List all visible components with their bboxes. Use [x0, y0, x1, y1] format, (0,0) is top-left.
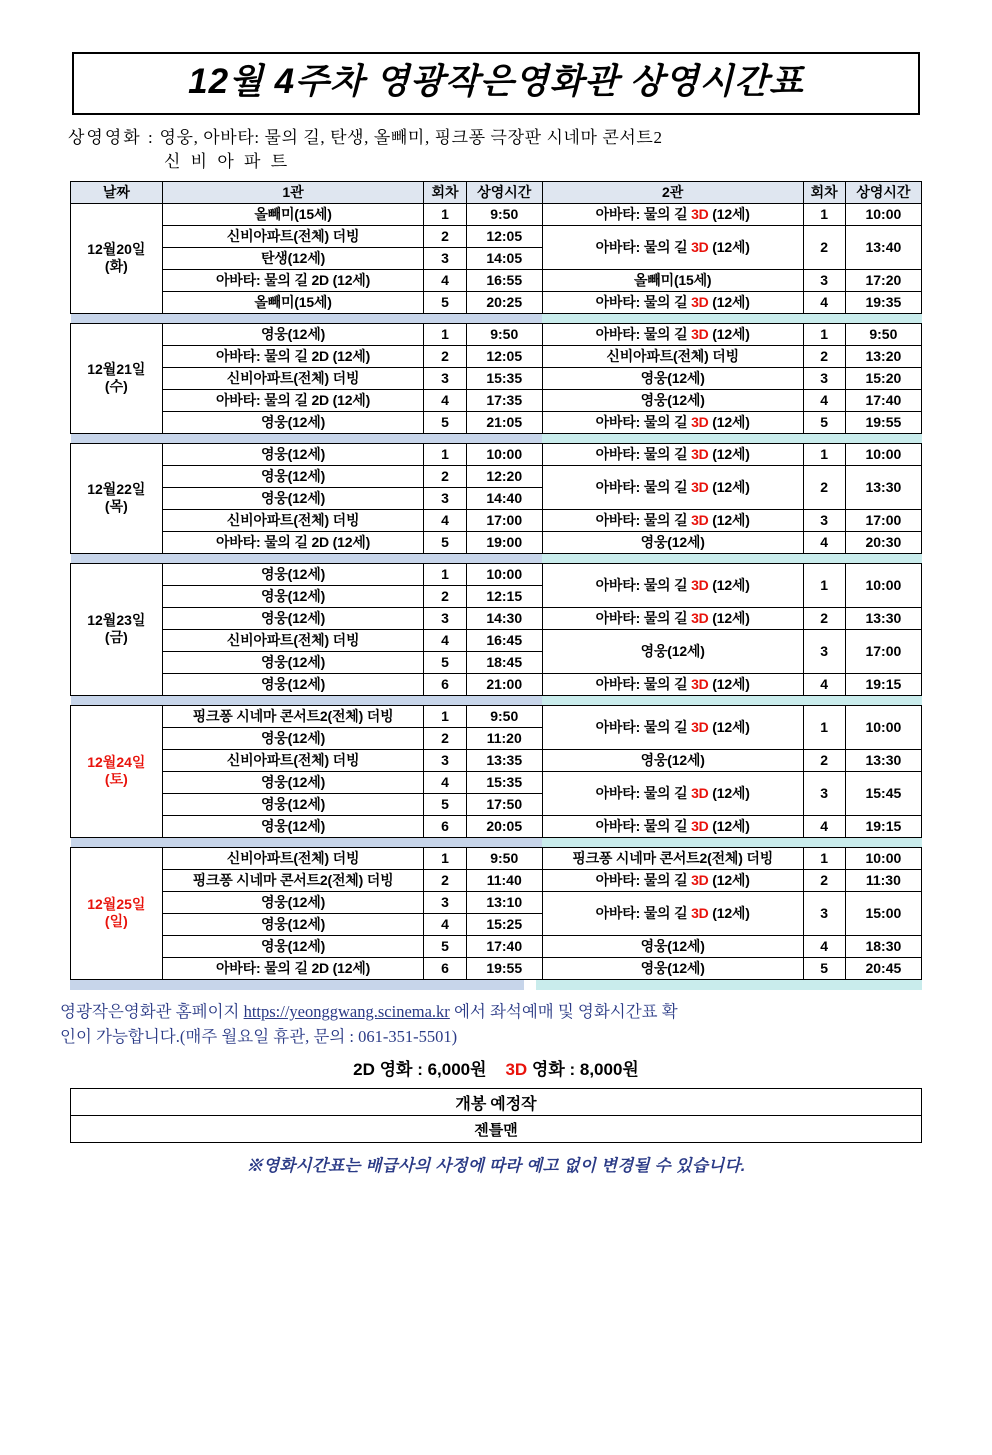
hall2-time: 13:40	[845, 225, 921, 269]
table-row	[71, 629, 922, 651]
hall1-round: 6	[424, 815, 466, 837]
hall2-time: 18:30	[845, 935, 921, 957]
price-3d-label: 3D	[505, 1060, 528, 1080]
price-line	[0, 1055, 992, 1080]
hall1-round: 1	[424, 705, 466, 727]
hall1-time: 15:35	[466, 367, 542, 389]
hall1-movie: 아바타: 물의 길 2D (12세)	[162, 269, 424, 291]
spacer-blue	[71, 695, 543, 705]
band-blue	[70, 980, 524, 990]
spacer-cyan	[542, 837, 921, 847]
table-row	[71, 563, 922, 585]
hall2-time: 17:00	[845, 629, 921, 673]
hall1-time: 15:25	[466, 913, 542, 935]
hall1-round: 3	[424, 749, 466, 771]
spacer-blue	[71, 553, 543, 563]
hall1-movie: 신비아파트(전체) 더빙	[162, 749, 424, 771]
table-row	[71, 847, 922, 869]
hall2-movie: 신비아파트(전체) 더빙	[542, 345, 803, 367]
hall1-movie: 영웅(12세)	[162, 651, 424, 673]
hall1-movie: 영웅(12세)	[162, 323, 424, 345]
format-3d-badge: 3D	[691, 479, 709, 496]
hall2-round: 2	[803, 345, 845, 367]
hall1-round: 2	[424, 465, 466, 487]
hall2-movie: 아바타: 물의 길 3D (12세)	[542, 323, 803, 345]
hall2-movie: 아바타: 물의 길 3D (12세)	[542, 563, 803, 607]
hall1-time: 12:05	[466, 345, 542, 367]
hall1-round: 3	[424, 487, 466, 509]
table-row	[71, 749, 922, 771]
row-spacer	[71, 313, 922, 323]
coming-soon-title: 개봉 예정작	[71, 1089, 922, 1116]
hall1-time: 9:50	[466, 323, 542, 345]
spacer-blue	[71, 837, 543, 847]
hall2-time: 13:30	[845, 607, 921, 629]
hall1-time: 9:50	[466, 705, 542, 727]
hall1-time: 11:40	[466, 869, 542, 891]
hall2-time: 10:00	[845, 563, 921, 607]
hall2-time: 9:50	[845, 323, 921, 345]
hall2-round: 3	[803, 509, 845, 531]
hall1-time: 17:35	[466, 389, 542, 411]
hall2-round: 5	[803, 411, 845, 433]
date-cell	[71, 443, 163, 553]
hall2-movie: 아바타: 물의 길 3D (12세)	[542, 705, 803, 749]
header-date: 날짜	[71, 181, 163, 203]
header-time2: 상영시간	[845, 181, 921, 203]
table-row	[71, 705, 922, 727]
disclaimer-text: ※영화시간표는 배급사의 사정에 따라 예고 없이 변경될 수 있습니다.	[246, 1157, 746, 1176]
table-row	[71, 891, 922, 913]
hall2-round: 3	[803, 367, 845, 389]
row-spacer	[71, 433, 922, 443]
hall1-movie: 핑크퐁 시네마 콘서트2(전체) 더빙	[162, 705, 424, 727]
hall1-movie: 영웅(12세)	[162, 727, 424, 749]
hall1-movie: 영웅(12세)	[162, 815, 424, 837]
hall1-time: 10:00	[466, 563, 542, 585]
table-row	[71, 443, 922, 465]
table-row	[71, 465, 922, 487]
hall2-time: 10:00	[845, 847, 921, 869]
now-showing-label: 상영영화 :	[68, 127, 155, 147]
hall1-round: 1	[424, 563, 466, 585]
hall2-round: 2	[803, 749, 845, 771]
date-weekday: (금)	[104, 629, 128, 646]
date-weekday: (목)	[104, 498, 128, 515]
hall2-movie: 아바타: 물의 길 3D (12세)	[542, 411, 803, 433]
hall2-movie: 영웅(12세)	[542, 367, 803, 389]
table-row	[71, 673, 922, 695]
hall1-movie: 신비아파트(전체) 더빙	[162, 509, 424, 531]
hall2-round: 4	[803, 935, 845, 957]
format-3d-badge: 3D	[691, 676, 709, 693]
date-cell	[71, 847, 163, 979]
hall1-round: 2	[424, 585, 466, 607]
hall2-time: 10:00	[845, 705, 921, 749]
hall1-movie: 영웅(12세)	[162, 913, 424, 935]
hall2-time: 13:20	[845, 345, 921, 367]
table-row	[71, 225, 922, 247]
format-3d-badge: 3D	[691, 785, 709, 802]
page-title: 12월 4주차 영광작은영화관 상영시간표	[188, 62, 804, 101]
hall2-movie: 아바타: 물의 길 3D (12세)	[542, 771, 803, 815]
table-row	[71, 509, 922, 531]
hall2-movie: 아바타: 물의 길 3D (12세)	[542, 225, 803, 269]
date-day: 12월20일	[87, 240, 146, 257]
coming-soon-movie-row	[71, 1116, 922, 1143]
hall2-round: 2	[803, 607, 845, 629]
hall1-time: 13:10	[466, 891, 542, 913]
format-3d-badge: 3D	[691, 719, 709, 736]
hall2-time: 19:35	[845, 291, 921, 313]
hall2-movie: 영웅(12세)	[542, 749, 803, 771]
table-row	[71, 291, 922, 313]
hall2-round: 4	[803, 389, 845, 411]
date-cell	[71, 705, 163, 837]
hall1-time: 12:05	[466, 225, 542, 247]
now-showing-movies-2: 신 비 아 파 트	[164, 152, 291, 172]
hall1-time: 14:40	[466, 487, 542, 509]
format-3d-badge: 3D	[691, 239, 709, 256]
table-row	[71, 869, 922, 891]
hall2-round: 3	[803, 771, 845, 815]
hall1-time: 12:20	[466, 465, 542, 487]
table-row	[71, 935, 922, 957]
date-cell	[71, 323, 163, 433]
hall1-round: 3	[424, 607, 466, 629]
price-2d: 2D 영화 : 6,000원	[353, 1060, 487, 1080]
hall2-movie: 아바타: 물의 길 3D (12세)	[542, 869, 803, 891]
hall1-movie: 영웅(12세)	[162, 465, 424, 487]
hall2-movie: 핑크퐁 시네마 콘서트2(전체) 더빙	[542, 847, 803, 869]
hall1-round: 1	[424, 203, 466, 225]
hall2-time: 20:30	[845, 531, 921, 553]
hall1-time: 19:55	[466, 957, 542, 979]
hall2-round: 1	[803, 847, 845, 869]
format-3d-badge: 3D	[691, 206, 709, 223]
hall2-round: 3	[803, 629, 845, 673]
note-line2: 인이 가능합니다.(매주 월요일 휴관, 문의 : 061-351-5501)	[60, 1026, 458, 1046]
hall1-time: 17:50	[466, 793, 542, 815]
hall2-round: 4	[803, 531, 845, 553]
hall1-round: 2	[424, 225, 466, 247]
hall1-round: 4	[424, 913, 466, 935]
hall2-movie: 아바타: 물의 길 3D (12세)	[542, 673, 803, 695]
hall2-round: 5	[803, 957, 845, 979]
table-row	[71, 815, 922, 837]
hall1-round: 1	[424, 323, 466, 345]
hall1-time: 14:05	[466, 247, 542, 269]
hall1-time: 16:45	[466, 629, 542, 651]
hall2-movie: 올빼미(15세)	[542, 269, 803, 291]
hall1-movie: 영웅(12세)	[162, 793, 424, 815]
homepage-link[interactable]: https://yeonggwang.scinema.kr	[243, 1001, 450, 1021]
hall2-round: 4	[803, 673, 845, 695]
table-row	[71, 203, 922, 225]
hall2-round: 1	[803, 563, 845, 607]
format-3d-badge: 3D	[691, 610, 709, 627]
hall1-time: 10:00	[466, 443, 542, 465]
hall1-round: 5	[424, 411, 466, 433]
hall1-movie: 아바타: 물의 길 2D (12세)	[162, 957, 424, 979]
hall2-round: 2	[803, 465, 845, 509]
date-day: 12월23일	[87, 611, 146, 628]
hall2-round: 1	[803, 203, 845, 225]
hall1-time: 19:00	[466, 531, 542, 553]
spacer-blue	[71, 313, 543, 323]
hall1-round: 5	[424, 935, 466, 957]
date-weekday: (토)	[104, 771, 128, 788]
hall2-time: 15:00	[845, 891, 921, 935]
hall1-movie: 신비아파트(전체) 더빙	[162, 847, 424, 869]
hall1-movie: 영웅(12세)	[162, 935, 424, 957]
hall1-round: 4	[424, 509, 466, 531]
hall2-time: 15:20	[845, 367, 921, 389]
hall1-movie: 탄생(12세)	[162, 247, 424, 269]
hall1-movie: 아바타: 물의 길 2D (12세)	[162, 389, 424, 411]
hall1-movie: 올빼미(15세)	[162, 203, 424, 225]
hall1-time: 20:25	[466, 291, 542, 313]
date-weekday: (수)	[104, 378, 128, 395]
hall1-round: 2	[424, 727, 466, 749]
hall1-round: 6	[424, 957, 466, 979]
hall1-movie: 아바타: 물의 길 2D (12세)	[162, 345, 424, 367]
header-time1: 상영시간	[466, 181, 542, 203]
hall1-time: 18:45	[466, 651, 542, 673]
note-suffix: 에서 좌석예매 및 영화시간표 확	[449, 1001, 678, 1021]
hall2-time: 10:00	[845, 443, 921, 465]
hall1-round: 4	[424, 629, 466, 651]
showtime-poster	[0, 52, 992, 1455]
hall2-round: 3	[803, 891, 845, 935]
hall2-movie: 아바타: 물의 길 3D (12세)	[542, 509, 803, 531]
hall1-round: 4	[424, 771, 466, 793]
hall2-round: 4	[803, 291, 845, 313]
hall1-round: 1	[424, 847, 466, 869]
hall1-movie: 영웅(12세)	[162, 487, 424, 509]
hall1-movie: 영웅(12세)	[162, 891, 424, 913]
table-row	[71, 607, 922, 629]
hall2-movie: 영웅(12세)	[542, 957, 803, 979]
hall1-round: 3	[424, 367, 466, 389]
date-cell	[71, 563, 163, 695]
table-row	[71, 411, 922, 433]
hall1-movie: 아바타: 물의 길 2D (12세)	[162, 531, 424, 553]
date-day: 12월25일	[87, 895, 146, 912]
table-bottom-band	[70, 980, 922, 990]
hall1-movie: 신비아파트(전체) 더빙	[162, 367, 424, 389]
row-spacer	[71, 695, 922, 705]
hall2-time: 13:30	[845, 749, 921, 771]
hall1-round: 2	[424, 345, 466, 367]
footer-notes	[60, 1000, 932, 1050]
band-gap	[524, 980, 536, 990]
hall2-time: 13:30	[845, 465, 921, 509]
hall2-movie: 영웅(12세)	[542, 389, 803, 411]
row-spacer	[71, 837, 922, 847]
note-prefix: 영광작은영화관 홈페이지	[60, 1001, 244, 1021]
coming-soon-table	[70, 1088, 922, 1143]
hall2-time: 10:00	[845, 203, 921, 225]
hall2-time: 19:15	[845, 673, 921, 695]
hall2-round: 1	[803, 323, 845, 345]
header-hall1: 1관	[162, 181, 424, 203]
hall2-movie: 아바타: 물의 길 3D (12세)	[542, 891, 803, 935]
table-row	[71, 389, 922, 411]
date-weekday: (일)	[104, 913, 128, 930]
hall1-time: 15:35	[466, 771, 542, 793]
row-spacer	[71, 553, 922, 563]
hall2-movie: 아바타: 물의 길 3D (12세)	[542, 203, 803, 225]
band-cyan	[536, 980, 922, 990]
hall1-time: 21:05	[466, 411, 542, 433]
hall1-movie: 영웅(12세)	[162, 411, 424, 433]
hall2-movie: 아바타: 물의 길 3D (12세)	[542, 815, 803, 837]
hall2-round: 2	[803, 225, 845, 269]
hall2-movie: 영웅(12세)	[542, 935, 803, 957]
hall1-round: 5	[424, 793, 466, 815]
hall1-movie: 신비아파트(전체) 더빙	[162, 225, 424, 247]
hall1-time: 21:00	[466, 673, 542, 695]
hall2-movie: 아바타: 물의 길 3D (12세)	[542, 291, 803, 313]
hall1-time: 20:05	[466, 815, 542, 837]
header-round2: 회차	[803, 181, 845, 203]
hall1-round: 3	[424, 247, 466, 269]
hall2-round: 1	[803, 443, 845, 465]
hall1-round: 1	[424, 443, 466, 465]
format-3d-badge: 3D	[691, 326, 709, 343]
table-header-row	[71, 181, 922, 203]
table-row	[71, 957, 922, 979]
date-day: 12월21일	[87, 360, 146, 377]
format-3d-badge: 3D	[691, 872, 709, 889]
spacer-cyan	[542, 433, 921, 443]
hall1-movie: 영웅(12세)	[162, 585, 424, 607]
hall1-time: 17:40	[466, 935, 542, 957]
hall2-time: 15:45	[845, 771, 921, 815]
header-hall2: 2관	[542, 181, 803, 203]
spacer-cyan	[542, 695, 921, 705]
now-showing-line	[68, 126, 938, 175]
hall1-movie: 영웅(12세)	[162, 673, 424, 695]
format-3d-badge: 3D	[691, 905, 709, 922]
hall2-round: 4	[803, 815, 845, 837]
format-3d-badge: 3D	[691, 414, 709, 431]
hall2-round: 3	[803, 269, 845, 291]
hall1-round: 3	[424, 891, 466, 913]
hall1-movie: 영웅(12세)	[162, 607, 424, 629]
price-3d-value: 영화 : 8,000원	[527, 1060, 639, 1080]
table-row	[71, 771, 922, 793]
hall1-time: 16:55	[466, 269, 542, 291]
hall1-round: 2	[424, 869, 466, 891]
hall1-time: 17:00	[466, 509, 542, 531]
hall2-time: 20:45	[845, 957, 921, 979]
format-3d-badge: 3D	[691, 512, 709, 529]
title-box	[72, 52, 920, 115]
hall1-movie: 영웅(12세)	[162, 771, 424, 793]
hall1-round: 5	[424, 531, 466, 553]
hall1-round: 5	[424, 651, 466, 673]
table-row	[71, 323, 922, 345]
date-cell	[71, 203, 163, 313]
table-row	[71, 269, 922, 291]
coming-soon-movie: 젠틀맨	[71, 1116, 922, 1143]
table-row	[71, 367, 922, 389]
date-weekday: (화)	[104, 258, 128, 275]
format-3d-badge: 3D	[691, 446, 709, 463]
table-row	[71, 345, 922, 367]
hall1-round: 4	[424, 269, 466, 291]
hall1-round: 6	[424, 673, 466, 695]
table-row	[71, 531, 922, 553]
hall1-time: 12:15	[466, 585, 542, 607]
hall2-movie: 영웅(12세)	[542, 629, 803, 673]
hall2-round: 2	[803, 869, 845, 891]
hall1-round: 4	[424, 389, 466, 411]
spacer-cyan	[542, 313, 921, 323]
format-3d-badge: 3D	[691, 818, 709, 835]
hall2-movie: 아바타: 물의 길 3D (12세)	[542, 443, 803, 465]
hall2-time: 17:00	[845, 509, 921, 531]
hall1-movie: 올빼미(15세)	[162, 291, 424, 313]
hall1-movie: 신비아파트(전체) 더빙	[162, 629, 424, 651]
hall2-time: 17:20	[845, 269, 921, 291]
hall1-time: 13:35	[466, 749, 542, 771]
showtime-table	[70, 181, 922, 980]
hall2-round: 1	[803, 705, 845, 749]
coming-soon-title-row	[71, 1089, 922, 1116]
spacer-cyan	[542, 553, 921, 563]
hall1-time: 14:30	[466, 607, 542, 629]
format-3d-badge: 3D	[691, 577, 709, 594]
date-day: 12월24일	[87, 753, 146, 770]
date-day: 12월22일	[87, 480, 146, 497]
hall2-time: 19:55	[845, 411, 921, 433]
format-3d-badge: 3D	[691, 294, 709, 311]
spacer-blue	[71, 433, 543, 443]
hall2-movie: 아바타: 물의 길 3D (12세)	[542, 465, 803, 509]
hall1-movie: 핑크퐁 시네마 콘서트2(전체) 더빙	[162, 869, 424, 891]
hall1-time: 11:20	[466, 727, 542, 749]
hall2-movie: 아바타: 물의 길 3D (12세)	[542, 607, 803, 629]
hall2-movie: 영웅(12세)	[542, 531, 803, 553]
hall1-movie: 영웅(12세)	[162, 563, 424, 585]
hall2-time: 11:30	[845, 869, 921, 891]
now-showing-movies: 영웅, 아바타: 물의 길, 탄생, 올빼미, 핑크퐁 극장판 시네마 콘서트2	[159, 127, 663, 147]
hall1-round: 5	[424, 291, 466, 313]
hall1-time: 9:50	[466, 203, 542, 225]
header-round1: 회차	[424, 181, 466, 203]
hall1-movie: 영웅(12세)	[162, 443, 424, 465]
hall2-time: 17:40	[845, 389, 921, 411]
hall1-time: 9:50	[466, 847, 542, 869]
hall2-time: 19:15	[845, 815, 921, 837]
